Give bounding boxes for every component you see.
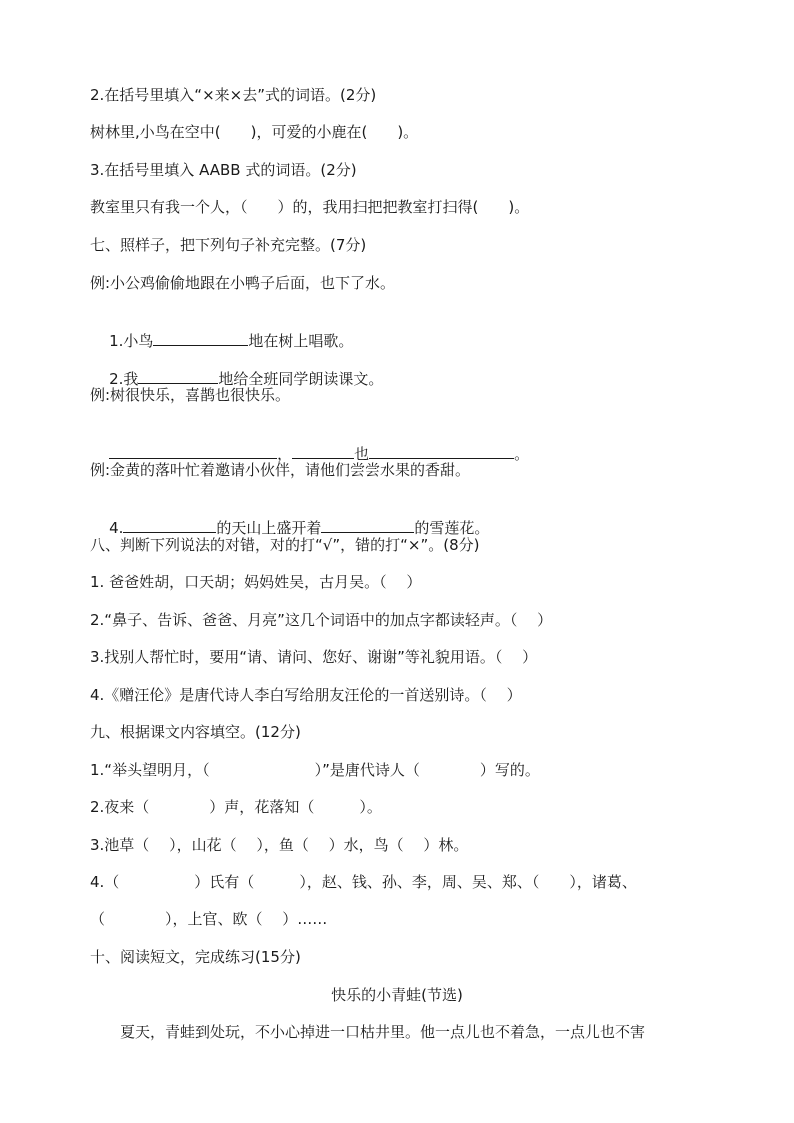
- fill-item-3: 3.池草（ ），山花（ ），鱼（ ）水，鸟（ ）林。: [90, 836, 469, 854]
- answer-blank[interactable]: [138, 368, 218, 384]
- passage-title: 快乐的小青蛙(节选): [331, 986, 463, 1004]
- fill-item-4-continued: （ ），上官、欧（ ）……: [90, 910, 328, 928]
- question-2-sentence: 树林里,小鸟在空中( )，可爱的小鹿在( )。: [90, 123, 419, 141]
- exercise-7-4-end: 的雪莲花。: [414, 519, 490, 537]
- fill-item-1: 1.“举头望明月，（ ）”是唐代诗人（ ）写的。: [90, 761, 540, 779]
- answer-blank[interactable]: [109, 443, 277, 459]
- judge-item-2: 2.“鼻子、告诉、爸爸、月亮”这几个词语中的加点字都读轻声。（ ）: [90, 611, 553, 629]
- exercise-7-3-comma: ，: [277, 445, 293, 463]
- section-8-heading: 八、判断下列说法的对错，对的打“√”，错的打“×”。(8分): [90, 536, 480, 554]
- exercise-7-4-start: 4.: [109, 519, 124, 537]
- example-3: 例:金黄的落叶忙着邀请小伙伴，请他们尝尝水果的香甜。: [90, 461, 471, 479]
- exercise-7-2-start: 2.我: [109, 370, 139, 388]
- section-7-heading: 七、照样子，把下列句子补充完整。(7分): [90, 236, 367, 254]
- answer-blank[interactable]: [153, 330, 248, 346]
- judge-item-3: 3.找别人帮忙时，要用“请、请问、您好、谢谢”等礼貌用语。（ ）: [90, 648, 538, 666]
- passage-paragraph: 夏天，青蛙到处玩，不小心掉进一口枯井里。他一点儿也不着急，一点儿也不害: [120, 1023, 646, 1041]
- judge-item-1: 1. 爸爸姓胡，口天胡；妈妈姓吴，古月吴。（ ）: [90, 573, 422, 591]
- answer-blank[interactable]: [321, 517, 414, 533]
- exercise-7-4-mid: 的天山上盛开着: [216, 519, 322, 537]
- exercise-7-2-end: 地给全班同学朗读课文。: [218, 370, 384, 388]
- exercise-7-3-end: 。: [514, 445, 530, 463]
- answer-blank[interactable]: [123, 517, 216, 533]
- answer-blank[interactable]: [369, 443, 514, 459]
- answer-blank[interactable]: [292, 443, 354, 459]
- section-9-heading: 九、根据课文内容填空。(12分): [90, 723, 301, 741]
- judge-item-4: 4.《赠汪伦》是唐代诗人李白写给朋友汪伦的一首送别诗。（ ）: [90, 686, 522, 704]
- example-1: 例:小公鸡偷偷地跟在小鸭子后面，也下了水。: [90, 274, 396, 292]
- section-10-heading: 十、阅读短文，完成练习(15分): [90, 948, 301, 966]
- fill-item-4: 4.（ ）氏有（ ），赵、钱、孙、李，周、吴、郑、（ ），诸葛、: [90, 873, 637, 891]
- exercise-7-3-mid: 也: [354, 445, 370, 463]
- question-3-prompt: 3.在括号里填入 AABB 式的词语。(2分): [90, 161, 357, 179]
- question-2-prompt: 2.在括号里填入“×来×去”式的词语。(2分): [90, 86, 377, 104]
- question-3-sentence: 教室里只有我一个人，（ ）的，我用扫把把教室打扫得( )。: [90, 198, 530, 216]
- exercise-7-1-start: 1.小鸟: [109, 332, 154, 350]
- example-2: 例:树很快乐，喜鹊也很快乐。: [90, 386, 291, 404]
- fill-item-2: 2.夜来（ ）声，花落知（ ）。: [90, 798, 382, 816]
- exercise-7-1-end: 地在树上唱歌。: [248, 332, 354, 350]
